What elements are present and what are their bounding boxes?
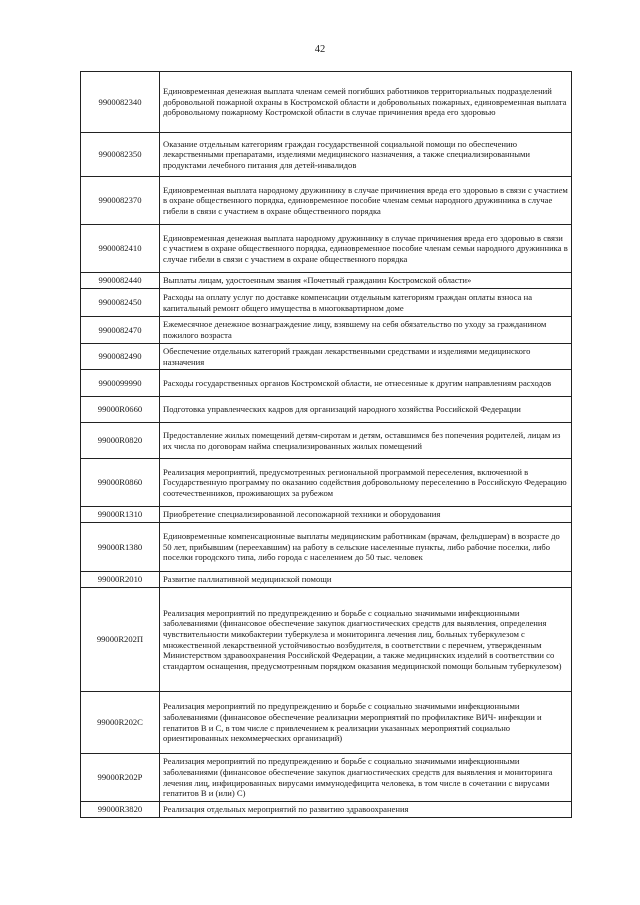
row-code: 99000R0860	[81, 459, 160, 507]
row-description: Расходы государственных органов Костромской области, не отнесенные к другим направлениям расходов	[160, 370, 572, 397]
budget-codes-table	[80, 71, 572, 818]
row-code: 99000R202Р	[81, 754, 160, 802]
table-row	[81, 133, 572, 177]
table-row	[81, 72, 572, 133]
row-code: 9900082350	[81, 133, 160, 177]
page-number: 42	[314, 44, 326, 55]
row-code: 99000R2010	[81, 572, 160, 588]
table-row	[81, 289, 572, 317]
row-description: Приобретение специализированной лесопожарной техники и оборудования	[160, 507, 572, 523]
row-code: 99000R0660	[81, 397, 160, 423]
row-code: 9900082410	[81, 225, 160, 273]
table-row	[81, 273, 572, 289]
row-description: Предоставление жилых помещений детям-сиротам и детям, оставшимся без попечения родителей, лицам из их числа по договорам найма специализированных жилых помещений	[160, 423, 572, 459]
row-description: Реализация мероприятий по предупреждению и борьбе с социально значимыми инфекционными заболеваниями (финансовое обеспечение закупок диагностических средств для выявления и мониторинга лечения лиц, инфицированных вирусами иммунодефицита человека, в том числе в сочетании с вирусами гепатитов В и (или) С)	[160, 754, 572, 802]
row-description: Единовременная денежная выплата членам семей погибших работников территориальных подразделений добровольной пожарной охраны в Костромской области и добровольных пожарных, единовременная выплата добровольному пожарному Костромской области в случае причинения вреда его здоровью	[160, 72, 572, 133]
row-description: Единовременные компенсационные выплаты медицинским работникам (врачам, фельдшерам) в возрасте до 50 лет, прибывшим (переехавшим) на работу в сельские населенные пункты, либо рабочие поселки, либо поселки городского типа, либо города с населением до 50 тыс. человек	[160, 523, 572, 572]
row-code: 99000R3820	[81, 802, 160, 818]
table-row	[81, 572, 572, 588]
table-body	[81, 72, 572, 818]
row-code: 9900082440	[81, 273, 160, 289]
row-description: Единовременная денежная выплата народному дружиннику в случае причинения вреда его здоровью в связи с участием в охране общественного порядка, единовременное пособие членам семьи народного дружинника в случае гибели в связи с участием в охране общественного порядка	[160, 225, 572, 273]
row-description: Расходы на оплату услуг по доставке компенсации отдельным категориям граждан оплаты взноса на капитальный ремонт общего имущества в многоквартирном доме	[160, 289, 572, 317]
table-row	[81, 370, 572, 397]
row-description: Оказание отдельным категориям граждан государственной социальной помощи по обеспечению лекарственными препаратами, изделиями медицинского назначения, а также специализированными продуктами лечебного питания для детей-инвалидов	[160, 133, 572, 177]
row-description: Ежемесячное денежное вознаграждение лицу, взявшему на себя обязательство по уходу за гражданином пожилого возраста	[160, 317, 572, 344]
table-row	[81, 588, 572, 692]
table-row	[81, 344, 572, 370]
row-description: Реализация мероприятий по предупреждению и борьбе с социально значимыми инфекционными заболеваниями (финансовое обеспечение закупок диагностических средств для выявления, определения чувствительности микобактерии туберкулеза и мониторинга лечения лиц, больных туберкулезом с множественной лекарственной устойчивостью возбудителя, в соответствии с перечнем, утвержденным Министерством здравоохранения Российской Федерации, а также медицинских изделий в соответствии со стандартом оснащения, предусмотренным порядком оказания медицинской помощи больным туберкулезом)	[160, 588, 572, 692]
row-code: 9900082450	[81, 289, 160, 317]
row-code: 99000R202П	[81, 588, 160, 692]
row-description: Реализация мероприятий по предупреждению и борьбе с социально значимыми инфекционными заболеваниями (финансовое обеспечение реализации мероприятий по профилактике ВИЧ- инфекции и гепатитов В и С, в том числе с привлечением к реализации указанных мероприятий социально ориентированных некоммерческих организаций)	[160, 692, 572, 754]
row-code: 99000R1380	[81, 523, 160, 572]
row-code: 9900082340	[81, 72, 160, 133]
row-description: Реализация отдельных мероприятий по развитию здравоохранения	[160, 802, 572, 818]
table-row	[81, 177, 572, 225]
row-description: Реализация мероприятий, предусмотренных региональной программой переселения, включенной в Государственную программу по оказанию содействия добровольному переселению в Российскую Федерацию соотечественников, проживающих за рубежом	[160, 459, 572, 507]
row-code: 99000R202С	[81, 692, 160, 754]
table-row	[81, 225, 572, 273]
table-row	[81, 802, 572, 818]
row-description: Обеспечение отдельных категорий граждан лекарственными средствами и изделиями медицинского назначения	[160, 344, 572, 370]
row-code: 99000R0820	[81, 423, 160, 459]
table-row	[81, 397, 572, 423]
table-row	[81, 317, 572, 344]
table-row	[81, 507, 572, 523]
row-code: 9900082490	[81, 344, 160, 370]
table-row	[81, 459, 572, 507]
row-description: Развитие паллиативной медицинской помощи	[160, 572, 572, 588]
table-row	[81, 754, 572, 802]
table-row	[81, 523, 572, 572]
row-description: Подготовка управленческих кадров для организаций народного хозяйства Российской Федерации	[160, 397, 572, 423]
row-description: Единовременная выплата народному дружиннику в случае причинения вреда его здоровью в связи с участием в охране общественного порядка, единовременное пособие членам семьи народного дружинника в случае гибели в связи с участием в охране общественного порядка	[160, 177, 572, 225]
row-code: 9900082370	[81, 177, 160, 225]
table-row	[81, 692, 572, 754]
row-code: 99000R1310	[81, 507, 160, 523]
row-description: Выплаты лицам, удостоенным звания «Почетный гражданин Костромской области»	[160, 273, 572, 289]
table-row	[81, 423, 572, 459]
row-code: 9900099990	[81, 370, 160, 397]
row-code: 9900082470	[81, 317, 160, 344]
